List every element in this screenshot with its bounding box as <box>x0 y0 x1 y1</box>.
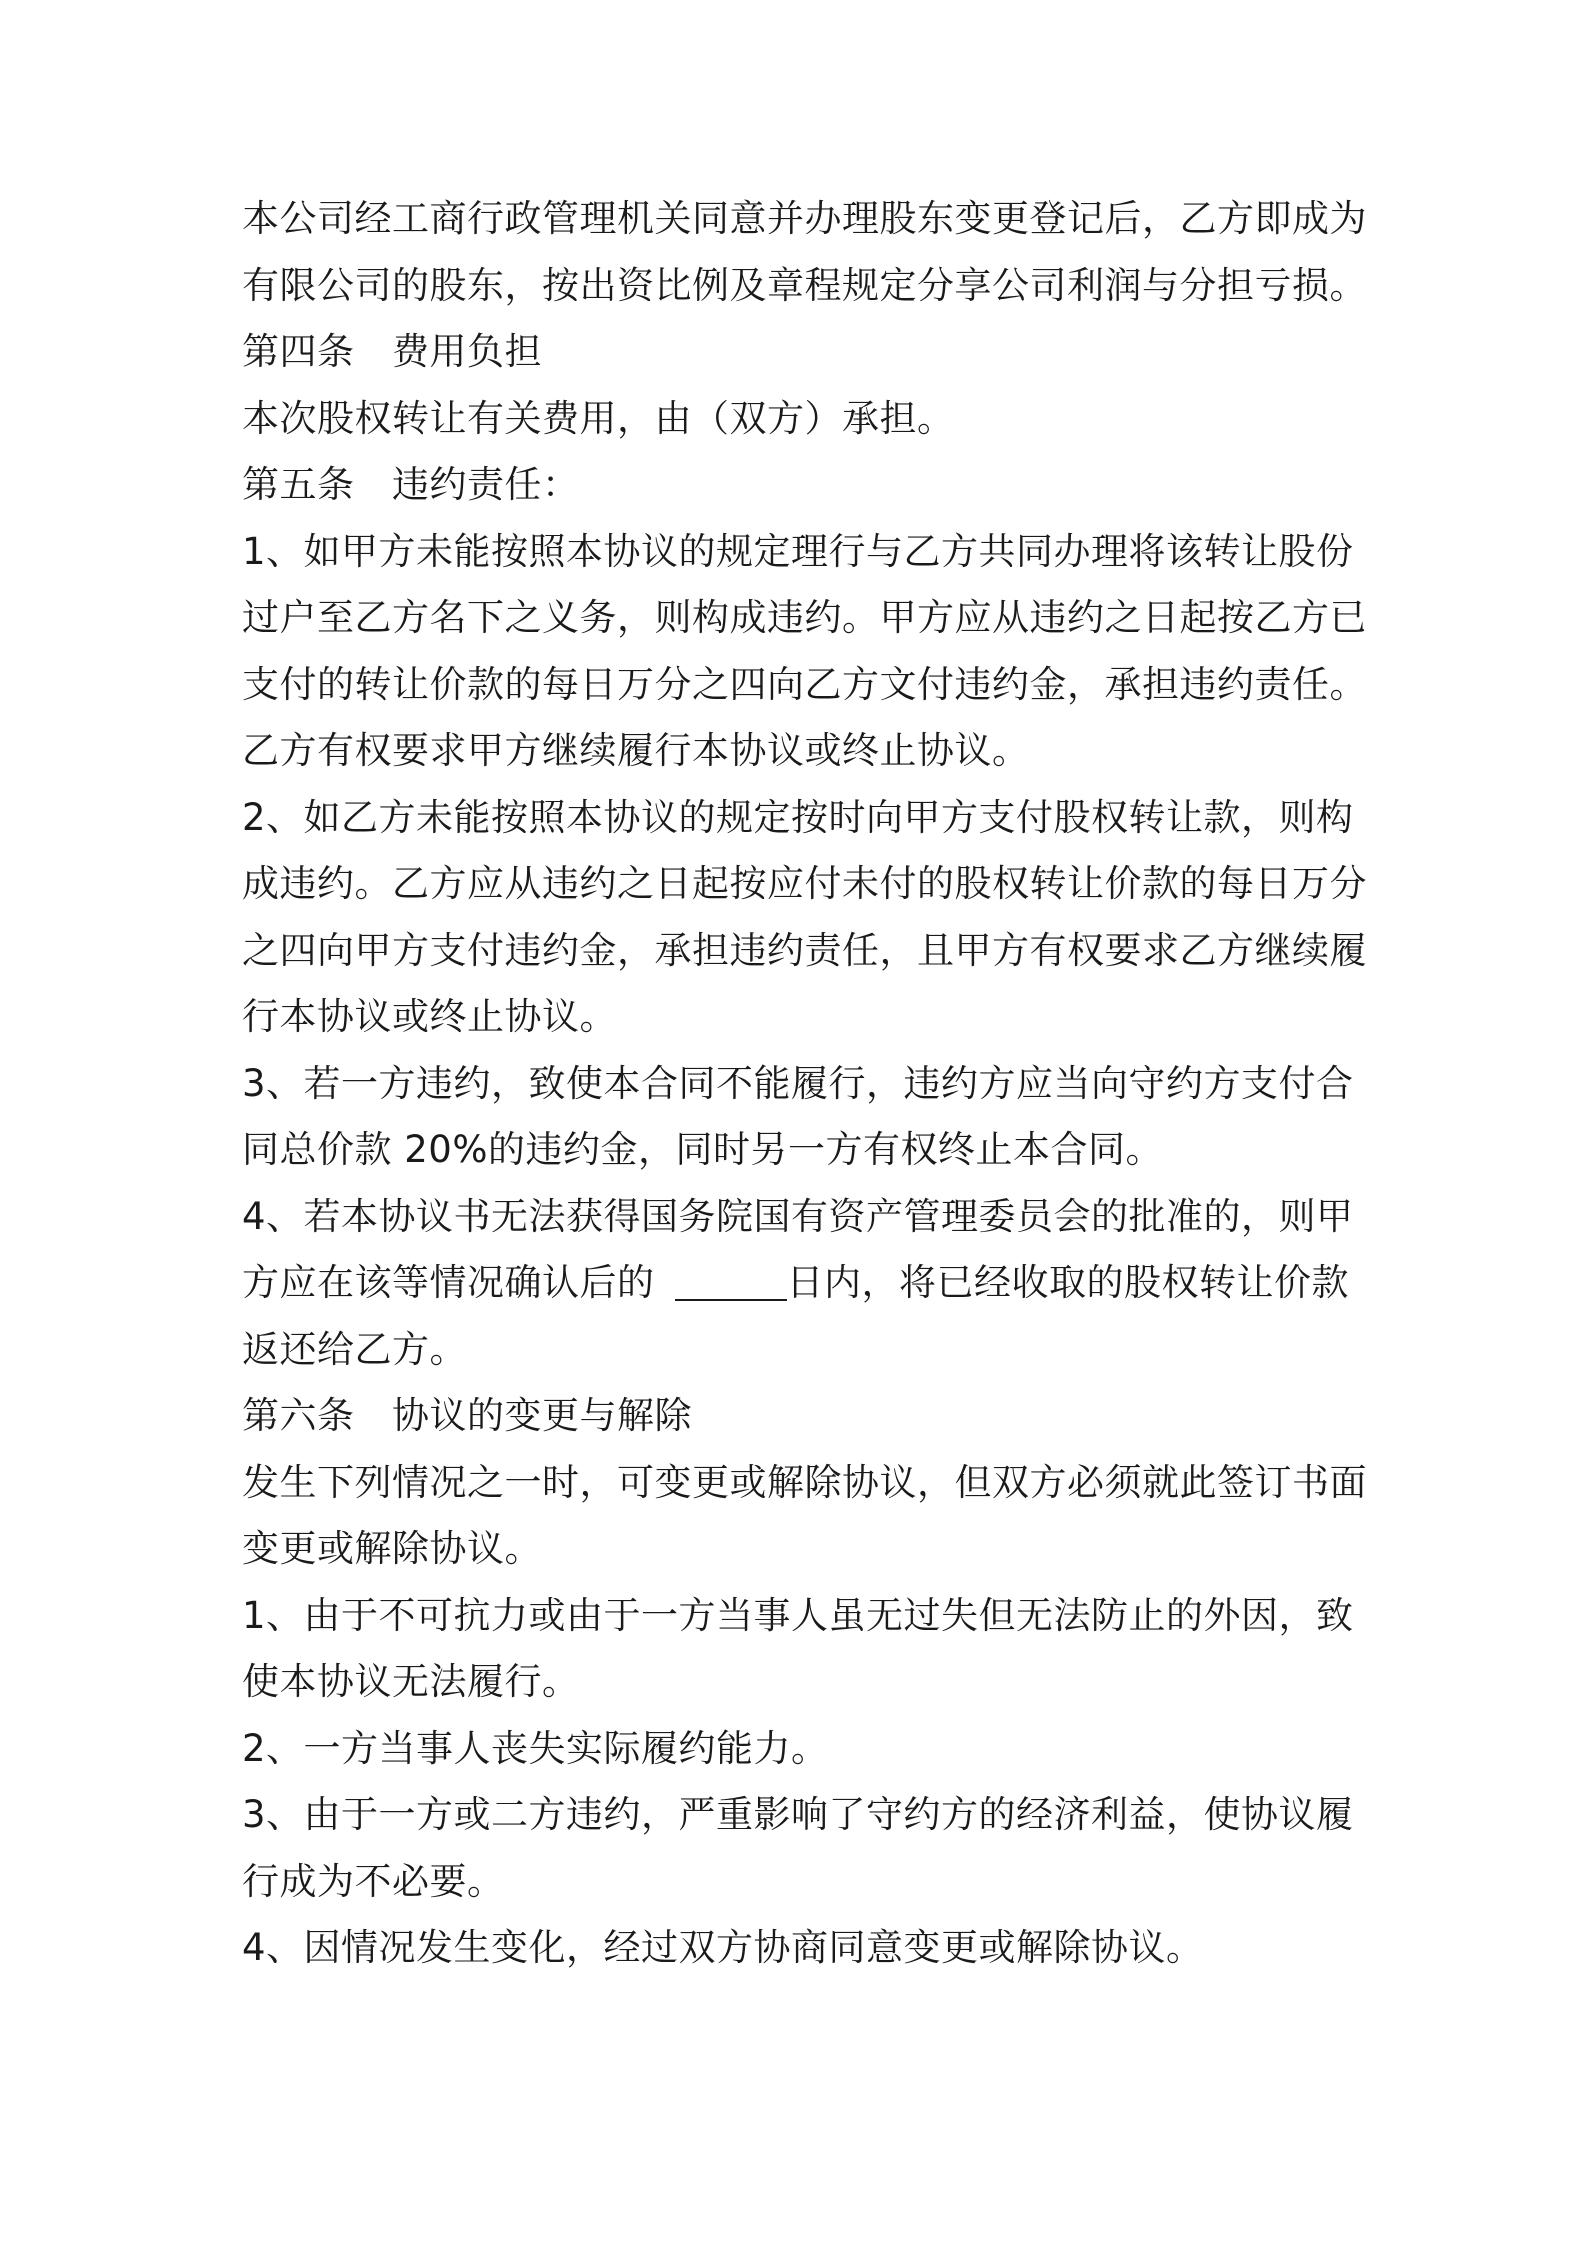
text-line: 4、因情况发生变化，经过双方协商同意变更或解除协议。 <box>242 1926 1204 1969</box>
section-heading: 第六条 协议的变更与解除 <box>242 1394 692 1437</box>
text-before-blank: 方应在该等情况确认后的 <box>242 1261 655 1304</box>
text-line: 本次股权转让有关费用，由（双方）承担。 <box>242 396 955 440</box>
text-line: 有限公司的股东，按出资比例及章程规定分享公司利润与分担亏损。 <box>242 263 1367 307</box>
text-line: 同总价款 20%的违约金，同时另一方有权终止本合同。 <box>242 1128 1163 1171</box>
text-line: 行成为不必要。 <box>242 1859 505 1903</box>
text-line: 使本协议无法履行。 <box>242 1660 580 1703</box>
text-line: 成违约。乙方应从违约之日起按应付未付的股权转让价款的每日万分 <box>242 862 1367 905</box>
text-line: 过户至乙方名下之义务，则构成违约。甲方应从违约之日起按乙方已 <box>242 596 1367 639</box>
section-heading: 第四条 费用负担 <box>242 330 542 373</box>
text-line: 变更或解除协议。 <box>242 1527 542 1570</box>
fill-in-blank <box>675 1257 787 1301</box>
text-line: 本公司经工商行政管理机关同意并办理股东变更登记后，乙方即成为 <box>242 197 1367 240</box>
text-line: 3、若一方违约，致使本合同不能履行，违约方应当向守约方支付合 <box>242 1061 1354 1105</box>
section-heading: 第五条 违约责任： <box>242 463 580 506</box>
text-line: 行本协议或终止协议。 <box>242 995 617 1038</box>
text-line: 乙方有权要求甲方继续履行本协议或终止协议。 <box>242 729 1030 772</box>
text-line: 1、如甲方未能按照本协议的规定理行与乙方共同办理将该转让股份 <box>242 529 1354 573</box>
text-line: 3、由于一方或二方违约，严重影响了守约方的经济利益，使协议履 <box>242 1793 1354 1836</box>
text-line: 之四向甲方支付违约金，承担违约责任，且甲方有权要求乙方继续履 <box>242 928 1367 972</box>
text-line: 2、一方当事人丧失实际履约能力。 <box>242 1726 829 1770</box>
text-line: 4、若本协议书无法获得国务院国有资产管理委员会的批准的，则甲 <box>242 1194 1354 1238</box>
text-line: 支付的转让价款的每日万分之四向乙方文付违约金，承担违约责任。 <box>242 662 1367 706</box>
document-page <box>242 186 1367 1982</box>
text-line: 返还给乙方。 <box>242 1327 467 1371</box>
text-line: 发生下列情况之一时，可变更或解除协议，但双方必须就此签订书面 <box>242 1460 1367 1504</box>
text-line: 2、如乙方未能按照本协议的规定按时向甲方支付股权转让款，则构 <box>242 795 1354 839</box>
text-after-blank: 日内，将已经收取的股权转让价款 <box>786 1261 1349 1304</box>
text-line-with-blank <box>242 1250 1362 1317</box>
text-line: 1、由于不可抗力或由于一方当事人虽无过失但无法防止的外因，致 <box>242 1593 1354 1637</box>
